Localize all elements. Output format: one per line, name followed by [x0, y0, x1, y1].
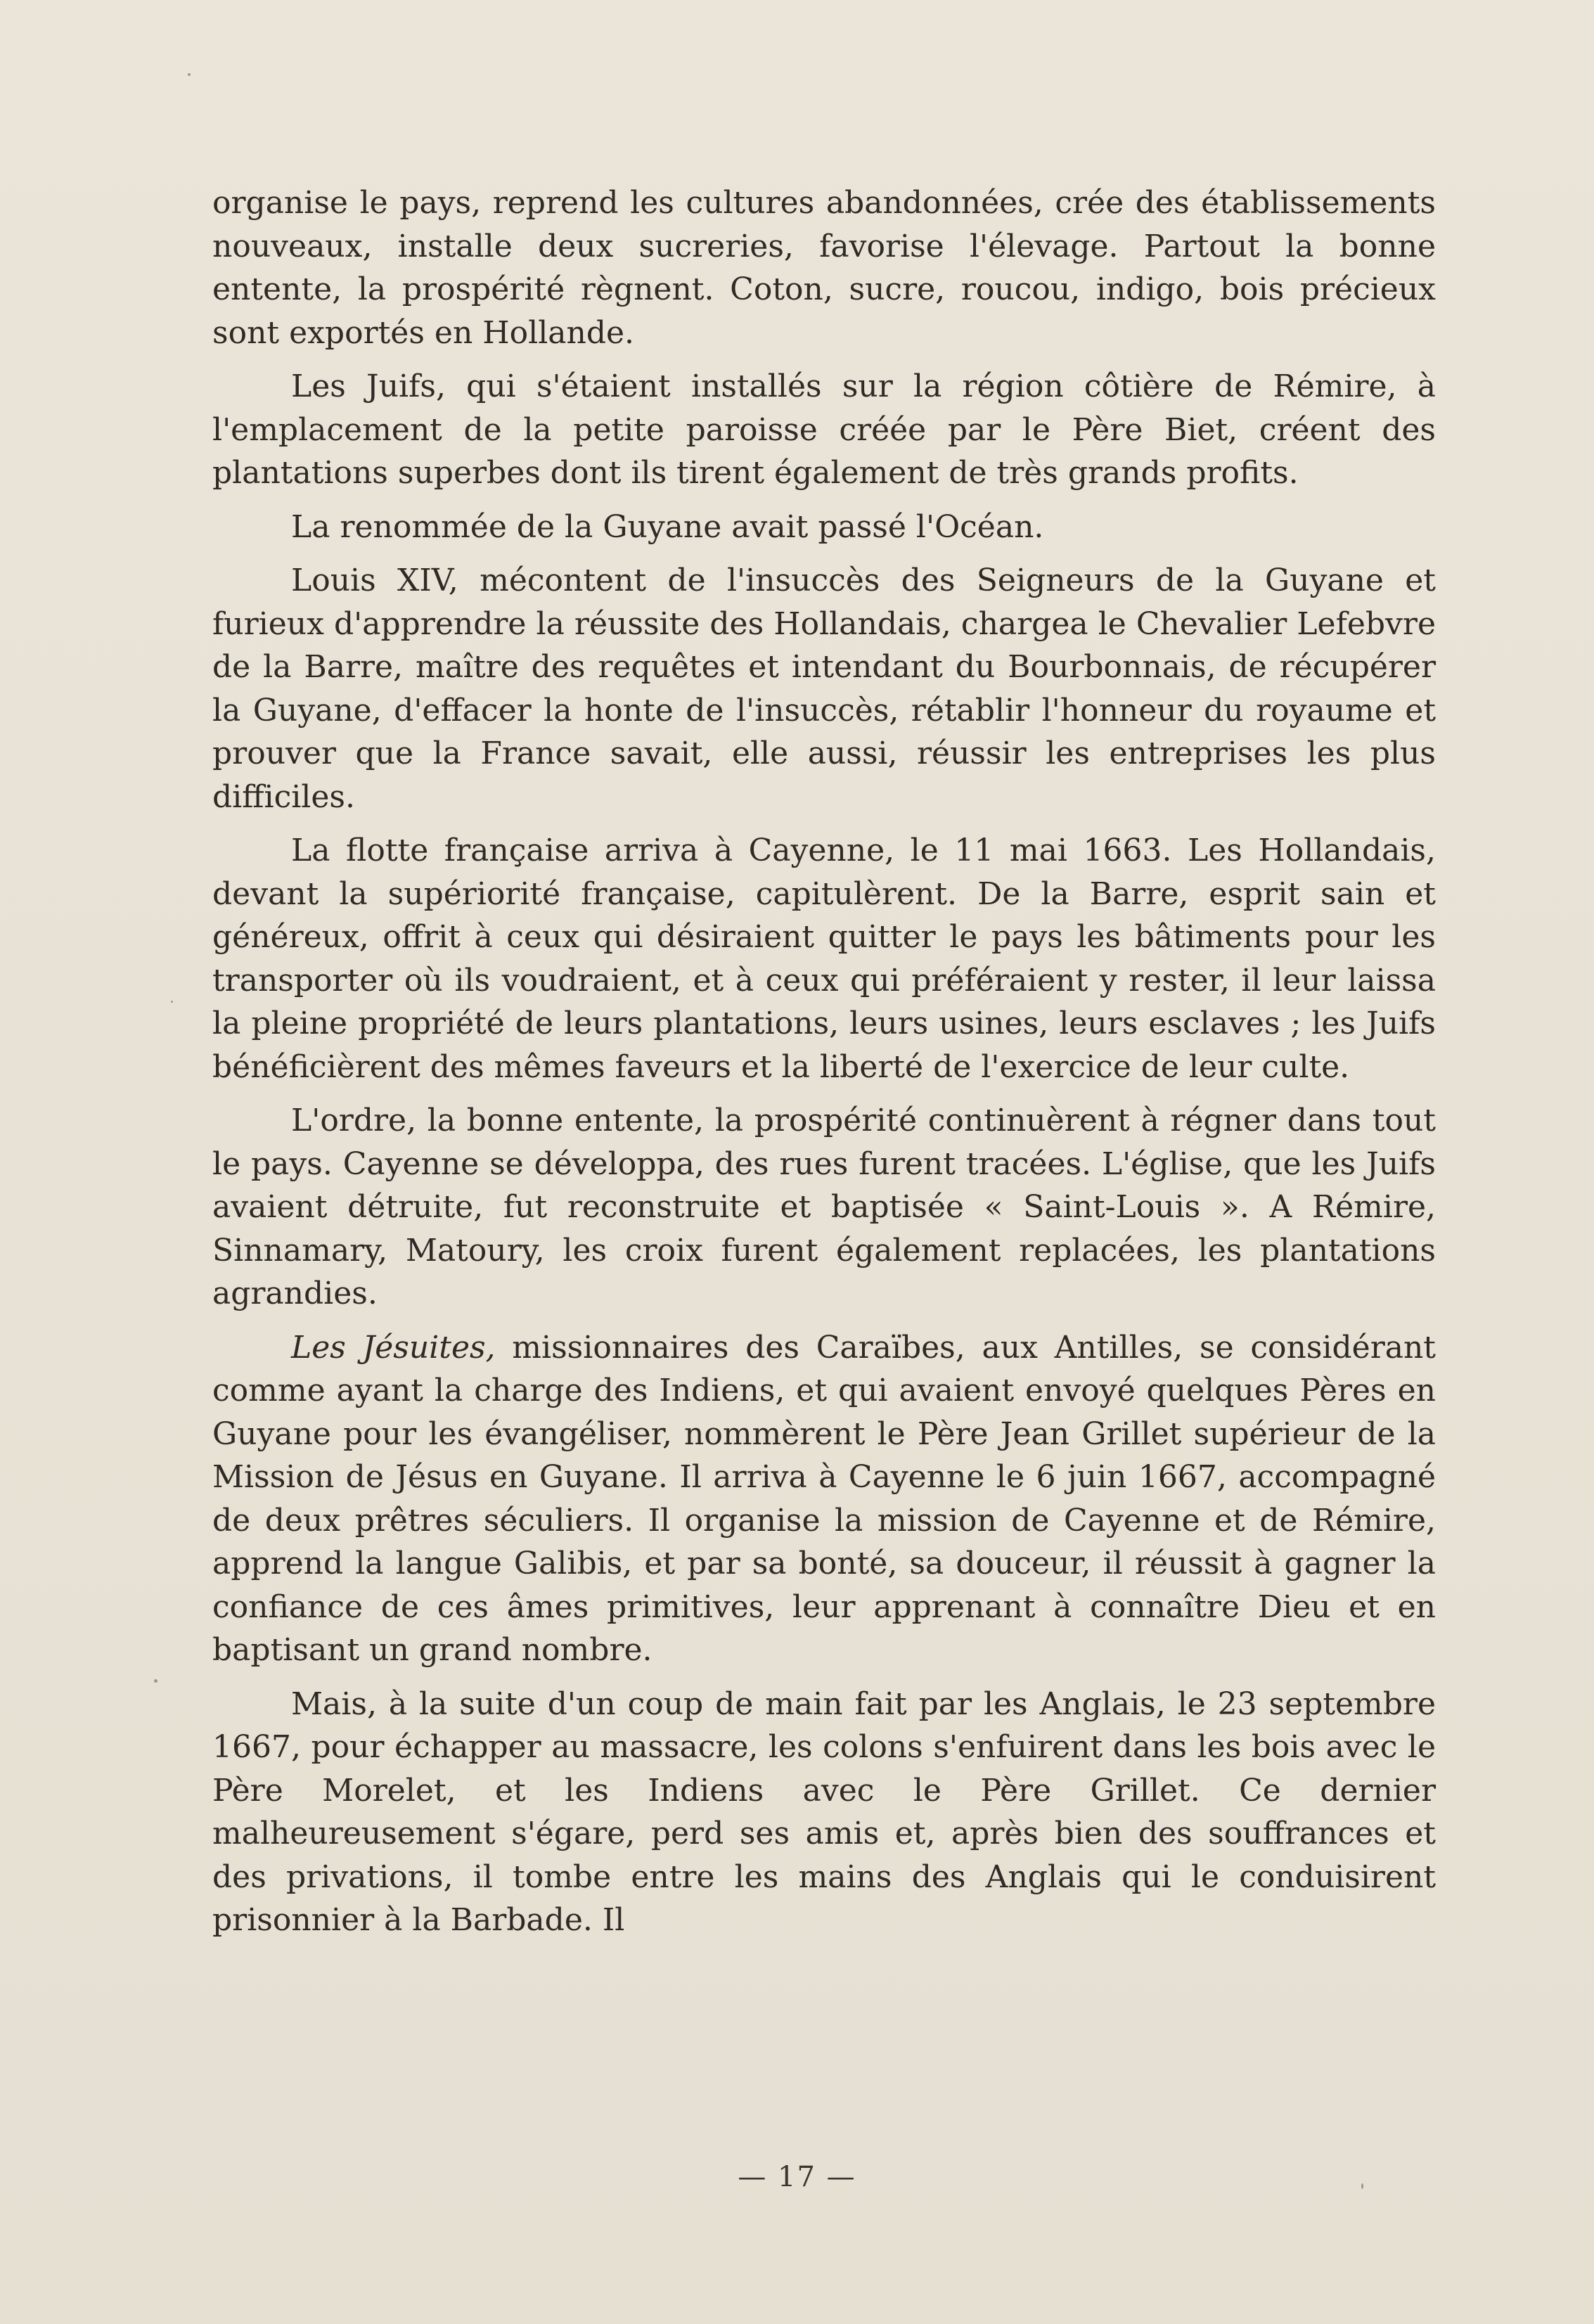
paragraph-3: La renommée de la Guyane avait passé l'Océan. [291, 508, 1044, 545]
body-text [212, 181, 1436, 1953]
page-number: — 17 — [738, 2161, 856, 2193]
paragraph-7-lead: Les Jésuites, [291, 1329, 496, 1366]
paragraph-5: La flotte française arriva à Cayenne, le 11 mai 1663. Les Hollandais, devant la supériorité française, capitulèrent. De la Barre, esprit sain et généreux, offrit à ceux qui désiraient quitter le pays les bâtiments pour les transporter où ils voudraient, et à ceux qui préféraient y rester, il leur laissa la pleine propriété de leurs plantations, leurs usines, leurs esclaves ; les Juifs bénéficièrent des mêmes faveurs et la liberté de l'exercice de leur culte. [212, 833, 1436, 1085]
paper-speck [154, 1679, 158, 1683]
paper-speck [188, 73, 191, 76]
paragraph-1: organise le pays, reprend les cultures abandonnées, crée des établissements nouveaux, installe deux sucreries, favorise l'élevage. Partout la bonne entente, la prospérité règnent. Coton, sucre, roucou, indigo, bois précieux sont exportés en Hollande. [212, 185, 1436, 351]
paragraph-7-body: missionnaires des Caraïbes, aux Antilles, se considérant comme ayant la charge des Indiens, et qui avaient envoyé quelques Pères en Guyane pour les évangéliser, nommèrent le Père Jean Grillet supérieur de la Mission de Jésus en Guyane. Il arriva à Cayenne le 6 juin 1667, accompagné de deux prêtres séculiers. Il organise la mission de Cayenne et de Rémire, apprend la langue Galibis, et par sa bonté, sa douceur, il réussit à gagner la confiance de ces âmes primitives, leur apprenant à connaître Dieu et en baptisant un grand nombre. [212, 1329, 1436, 1668]
paper-speck [1361, 2183, 1363, 2189]
paper-speck [171, 1001, 173, 1003]
paragraph-4: Louis XIV, mécontent de l'insuccès des Seigneurs de la Guyane et furieux d'apprendre la réussite des Hollandais, chargea le Chevalier Lefebvre de la Barre, maître des requêtes et intendant du Bourbonnais, de récupérer la Guyane, d'effacer la honte de l'insuccès, rétablir l'honneur du royaume et prouver que la France savait, elle aussi, réussir les entreprises les plus difficiles. [212, 563, 1436, 815]
paragraph-7 [212, 1326, 1436, 1672]
paragraph-2: Les Juifs, qui s'étaient installés sur la région côtière de Rémire, à l'emplacement de la petite paroisse créée par le Père Biet, créent des plantations superbes dont ils tirent également de très grands profits. [212, 368, 1436, 491]
paragraph-8: Mais, à la suite d'un coup de main fait par les Anglais, le 23 septembre 1667, pour échapper au massacre, les colons s'enfuirent dans les bois avec le Père Morelet, et les Indiens avec le Père Grillet. Ce dernier malheureusement s'égare, perd ses amis et, après bien des souffrances et des privations, il tombe entre les mains des Anglais qui le conduisirent prisonnier à la Barbade. Il [212, 1686, 1436, 1938]
paragraph-6: L'ordre, la bonne entente, la prospérité continuèrent à régner dans tout le pays. Cayenne se développa, des rues furent tracées. L'église, que les Juifs avaient détruite, fut reconstruite et baptisée « Saint-Louis ». A Rémire, Sinnamary, Matoury, les croix furent également replacées, les plantations agrandies. [212, 1103, 1436, 1311]
